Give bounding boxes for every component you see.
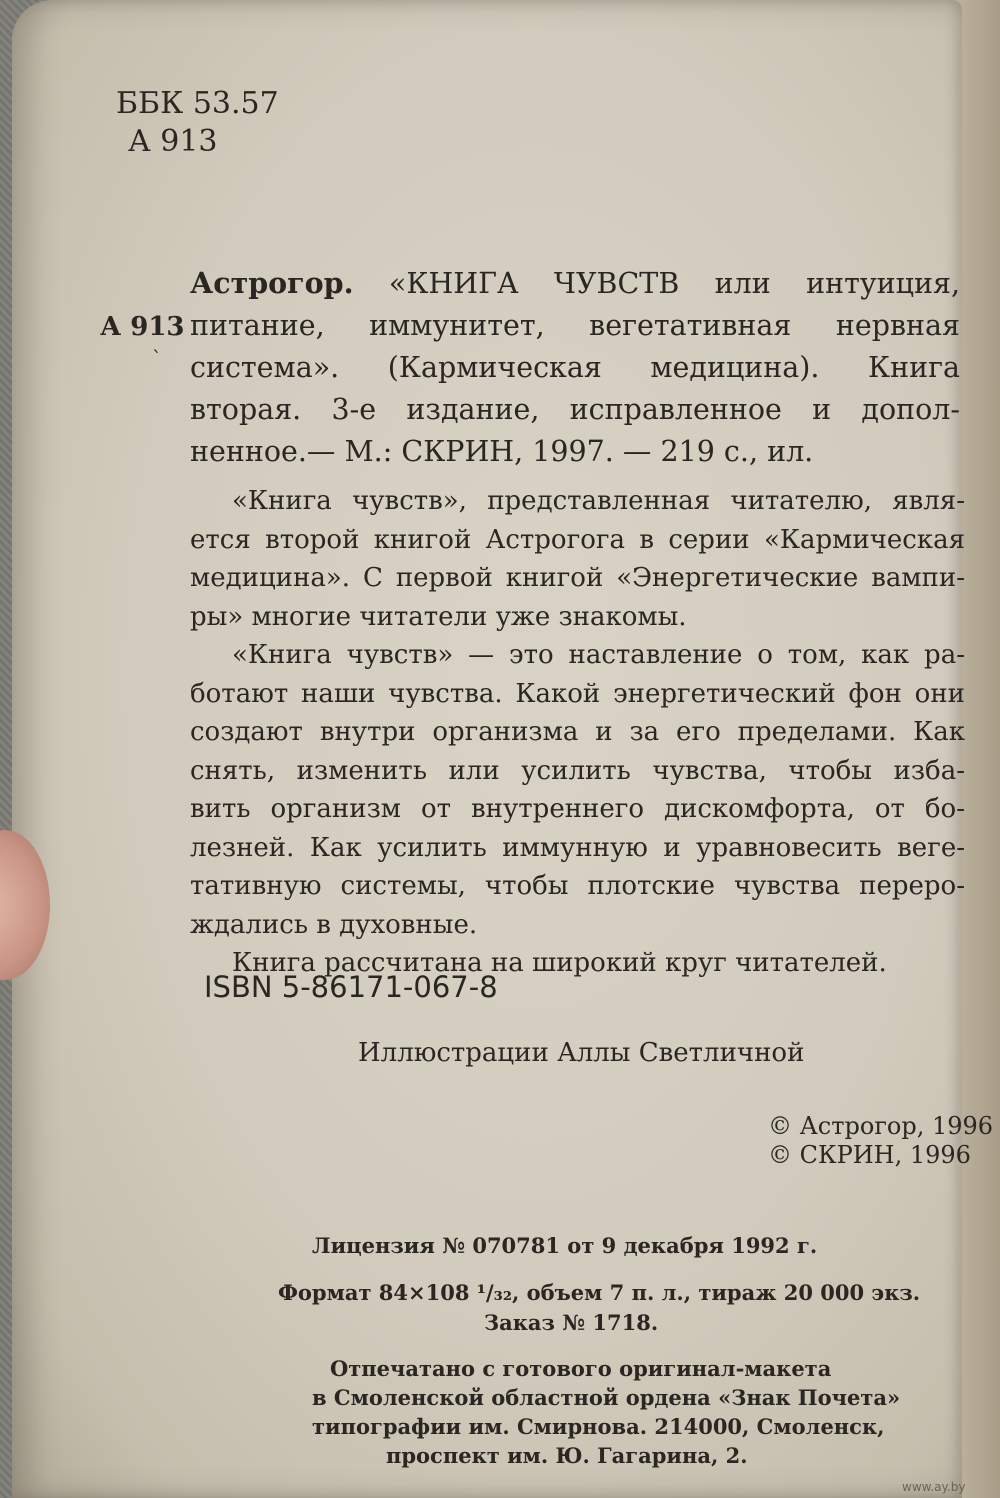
annotation-line: ждались в духовные.	[190, 909, 478, 940]
annotation-line: лезней. Как усилить иммунную и уравновесить веге-	[190, 832, 965, 863]
annotation-line: снять, изменить или усилить чувства, чтобы изба-	[190, 755, 965, 786]
bibliographic-entry	[190, 262, 960, 473]
margin-mark: ˋ	[152, 346, 162, 370]
entry-author: Астрогор.	[190, 266, 354, 300]
copyright-publisher: © СКРИН, 1996	[768, 1141, 971, 1169]
entry-line-5: ненное.— М.: СКРИН, 1997. — 219 с., ил.	[190, 435, 814, 468]
license-line: Лицензия № 070781 от 9 декабря 1992 г.	[312, 1233, 818, 1258]
entry-line-4: вторая. 3-е издание, исправленное и допол-	[190, 393, 960, 426]
annotation-line: ры» многие читатели уже знакомы.	[190, 601, 687, 632]
illustrations-credit: Иллюстрации Аллы Светличной	[358, 1038, 805, 1068]
annotation-line: вить организм от внутреннего дискомфорта, от бо-	[190, 794, 965, 824]
order-line: Заказ № 1718.	[484, 1310, 659, 1335]
bbk-code: ББК 53.57	[116, 86, 279, 121]
annotation-line: «Книга чувств» — это наставление о том, как ра-	[232, 640, 965, 670]
author-code: А 913	[128, 124, 218, 159]
entry-line-2: питание, иммунитет, вегетативная нервная	[190, 309, 960, 342]
annotation-line: тативную системы, чтобы плотские чувства переро-	[190, 871, 965, 901]
annotation-line: создают внутри организма и за его пределами. Как	[190, 717, 965, 747]
margin-code: А 913	[100, 312, 185, 342]
entry-line-3: система». (Кармическая медицина). Книга	[190, 351, 960, 384]
annotation-line: Книга рассчитана на широкий круг читателей.	[232, 948, 887, 978]
printer-line: Отпечатано с готового оригинал-макета	[330, 1356, 832, 1381]
entry-line-1: Астрогор. «КНИГА ЧУВСТВ или интуиция,	[190, 266, 961, 300]
annotation-line: ботают наши чувства. Какой энергетический фон они	[190, 678, 965, 709]
format-line: Формат 84×108 ¹/₃₂, объем 7 п. л., тираж 20 000 экз.	[278, 1280, 921, 1305]
annotation	[190, 482, 965, 983]
annotation-line: ется второй книгой Астрогога в серии «Кармическая	[190, 524, 965, 555]
printer-line: проспект им. Ю. Гагарина, 2.	[386, 1443, 748, 1468]
annotation-line: медицина». С первой книгой «Энергетические вампи-	[190, 563, 965, 593]
isbn: ISBN 5-86171-067-8	[204, 970, 498, 1004]
printer-line: в Смоленской областной ордена «Знак Почета»	[312, 1385, 901, 1410]
copyright-author: © Астрогор, 1996	[768, 1112, 994, 1140]
annotation-line: «Книга чувств», представленная читателю, явля-	[232, 486, 965, 516]
printer-line: типографии им. Смирнова. 214000, Смоленск,	[312, 1414, 885, 1439]
watermark: www.ay.by	[902, 1480, 966, 1494]
